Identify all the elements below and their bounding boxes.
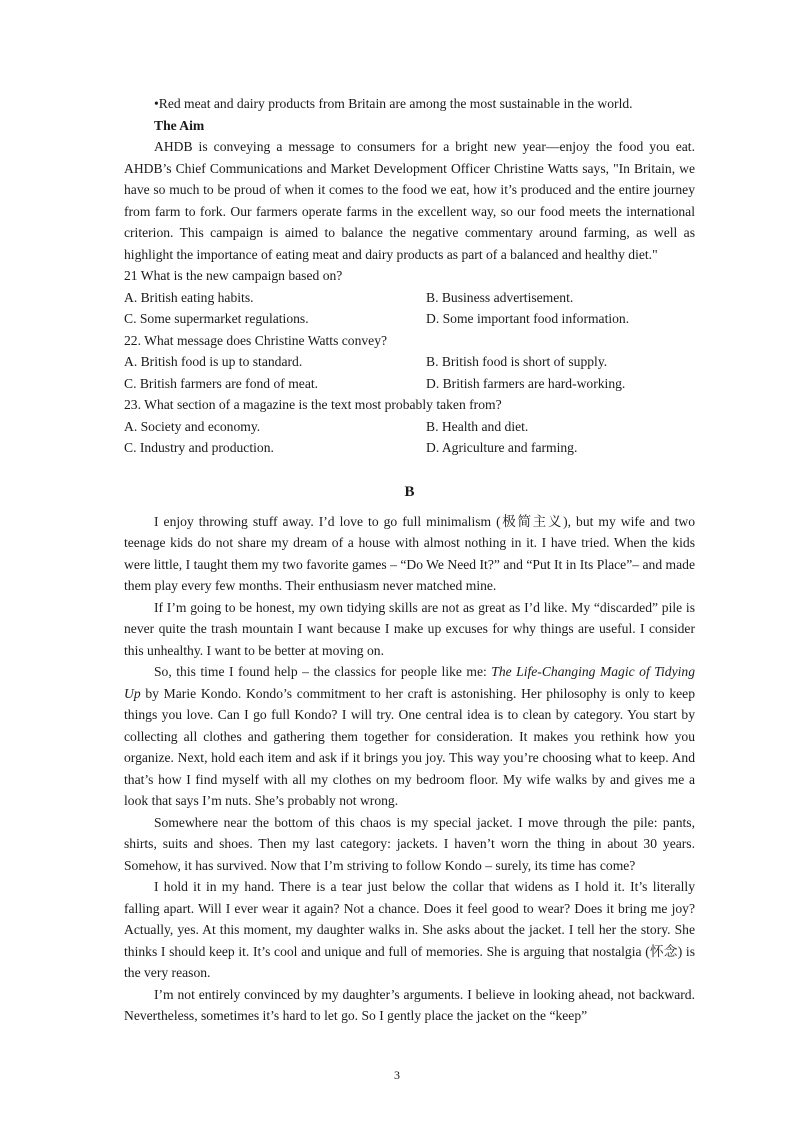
options-row: [124, 308, 695, 330]
passage-a-bullet: •Red meat and dairy products from Britain are among the most sustainable in the world.: [154, 96, 633, 111]
options-row: [124, 373, 695, 395]
section-b-paragraph-5: I hold it in my hand. There is a tear just below the collar that widens as I hold it. It’s literally falling apart. Will I ever wear it again? Not a chance. Does it feel good to wear? Does it bring me joy? Actually, yes. At this moment, my daughter walks in. She asks about the jacket. I tell her the story. She thinks I should keep it. It’s cool and unique and full of memories. She is arguing that nostalgia (怀念) is the very reason.: [124, 879, 695, 980]
option-b: B. Health and diet.: [426, 418, 529, 434]
option-a: A. British food is up to standard.: [124, 354, 303, 369]
option-c: C. Industry and production.: [124, 440, 274, 455]
question-stem: 23. What section of a magazine is the text most probably taken from?: [124, 397, 502, 412]
option-d: D. Some important food information.: [426, 311, 630, 326]
option-a: A. British eating habits.: [124, 289, 254, 305]
option-c: C. Some supermarket regulations.: [124, 311, 309, 326]
page-number: 3: [394, 1068, 400, 1082]
section-b-paragraph-3: [124, 661, 695, 812]
option-c: C. British farmers are fond of meat.: [124, 375, 319, 391]
options-row: [124, 416, 695, 438]
section-b-paragraph-4: Somewhere near the bottom of this chaos is my special jacket. I move through the pile: pants, shirts, suits and shoes. Then my last category: jackets. I haven’t worn the thing in about 30 years. Somehow, it has survived. Now that I’m striving to follow Kondo – surely, its time has come?: [124, 814, 695, 873]
section-b-heading: B: [404, 483, 415, 500]
section-b-paragraph-1: I enjoy throwing stuff away. I’d love to go full minimalism (极简主义), but my wife and two teenage kids do not share my dream of a house with almost nothing in it. I have tried. When the kids were little, I taught them my two favorite games – “Do We Need It?” and “Put It in Its Place”– and made them play every few months. Their enthusiasm never matched mine.: [124, 513, 695, 593]
options-row: [124, 437, 695, 459]
section-b-paragraph-6: I’m not entirely convinced by my daughter’s arguments. I believe in looking ahead, not backward. Nevertheless, sometimes it’s hard to let go. So I gently place the jacket on the “keep”: [124, 986, 695, 1023]
option-d: D. Agriculture and farming.: [426, 440, 578, 455]
option-b: B. Business advertisement.: [426, 289, 574, 305]
question-21: [124, 265, 695, 330]
question-23: [124, 394, 695, 459]
option-b: B. British food is short of supply.: [426, 354, 608, 369]
paragraph-3-intro: So, this time I found help – the classics for people like me:: [154, 664, 492, 679]
question-stem: 22. What message does Christine Watts convey?: [124, 332, 388, 348]
page-content: [124, 93, 695, 1027]
aim-heading: The Aim: [154, 117, 205, 133]
options-row: [124, 351, 695, 373]
paragraph-3-body: by Marie Kondo. Kondo’s commitment to her craft is astonishing. Her philosophy is only to keep things you love. Can I go full Kondo? I will try. One central idea is to clean by category. You start by collecting all clothes and gathering them together for consideration. It makes you rethink how you organize. Next, hold each item and ask if it brings you joy. This way you’re choosing what to keep. And that’s how I find myself with all my clothes on my bedroom floor. My wife walks by and gives me a look that says I’m nuts. She’s probably not wrong.: [124, 685, 695, 808]
question-22: [124, 330, 695, 395]
section-b-paragraph-2: If I’m going to be honest, my own tidying skills are not as great as I’d like. My “discarded” pile is never quite the trash mountain I want because I make up excuses for why things are useful. I consider this unhealthy. I want to be better at moving on.: [124, 599, 695, 658]
options-row: [124, 287, 695, 309]
question-stem: 21 What is the new campaign based on?: [124, 268, 343, 283]
option-a: A. Society and economy.: [124, 418, 261, 434]
aim-paragraph: AHDB is conveying a message to consumers for a bright new year—enjoy the food you eat. AHDB’s Chief Communications and Market Development Officer Christine Watts says, "In Britain, we have so much to be proud of when it comes to the food we eat, how it’s produced and the entire journey from farm to fork. Our farmers operate farms in the excellent way, so our food meets the international criterion. This campaign is aimed to balance the negative commentary around farming, as well as highlight the importance of eating meat and dairy products as part of a balanced and healthy diet.": [124, 139, 695, 262]
book-title: The Life-Changing Magic of Tidying Up: [124, 664, 695, 701]
option-d: D. British farmers are hard-working.: [426, 375, 626, 391]
